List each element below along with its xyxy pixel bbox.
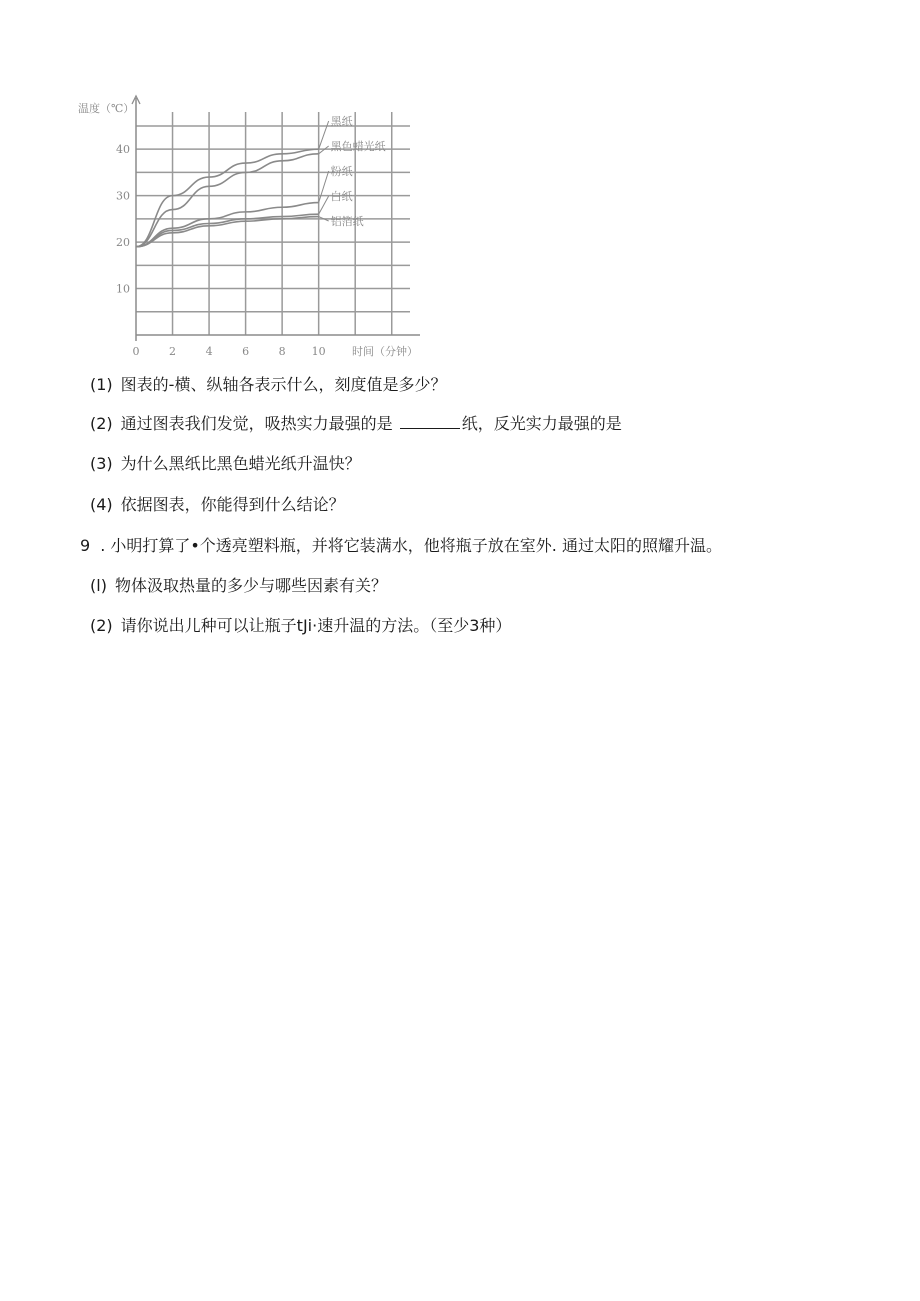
chart-series: [136, 149, 319, 247]
question-text: 通过图表我们发觉，吸热实力最强的是: [120, 414, 393, 433]
chart-svg: [70, 92, 430, 362]
question-1: [90, 374, 446, 396]
x-tick-label: 4: [205, 345, 213, 358]
question-text: . 小明打算了•个透亮塑料瓶，并将它装满水，他将瓶子放在室外. 通过太阳的照耀升温。: [100, 536, 722, 555]
question-9-part-2: [90, 615, 511, 637]
question-text: 为什么黑纸比黑色蜡光纸升温快？: [120, 454, 361, 473]
y-tick-label: 30: [116, 189, 130, 203]
question-number: (l): [90, 576, 107, 595]
question-text: 依据图表，你能得到什么结论？: [120, 495, 345, 514]
question-text: 物体汲取热量的多少与哪些因素有关？: [114, 576, 387, 595]
question-number: (1): [90, 375, 113, 394]
question-text: 请你说出儿种可以让瓶子tJi·速升温的方法。（至少3种）: [120, 616, 512, 635]
question-number: (4): [90, 495, 113, 514]
x-tick-label: 6: [242, 345, 250, 358]
question-text-continued: 纸，反光实力最强的是: [461, 414, 622, 433]
chart-series-labels: [319, 115, 386, 228]
series-label: 铝箔纸: [330, 215, 364, 228]
x-tick-label: 10: [311, 345, 326, 358]
y-tick-label: 20: [116, 236, 130, 250]
answer-blank[interactable]: [400, 414, 460, 429]
question-3: [90, 453, 361, 475]
y-tick-label: 40: [116, 143, 130, 157]
question-number: 9: [80, 536, 91, 555]
series-label: 白纸: [330, 190, 353, 203]
series-label: 粉纸: [330, 165, 353, 178]
question-number: (2): [90, 414, 113, 433]
question-9: [80, 535, 722, 557]
x-tick-label: 0: [132, 345, 140, 358]
question-number: (3): [90, 454, 113, 473]
series-line: [136, 203, 319, 247]
series-label: 黑纸: [330, 115, 353, 128]
x-tick-label: 2: [169, 345, 177, 358]
question-text: 图表的-横、纵轴各表示什么，刻度值是多少？: [120, 375, 447, 394]
x-axis-label: 时间（分钟）: [352, 345, 418, 358]
y-tick-label: 10: [116, 282, 130, 296]
question-9-part-1: [90, 575, 387, 597]
chart-ticks: [116, 143, 326, 358]
y-axis-label: 温度（℃）: [78, 102, 135, 115]
question-number: (2): [90, 616, 113, 635]
question-2: [90, 413, 622, 435]
question-4: [90, 494, 345, 516]
temperature-chart: [70, 92, 430, 362]
series-label: 黑色蜡光纸: [330, 140, 386, 153]
x-tick-label: 8: [278, 345, 286, 358]
